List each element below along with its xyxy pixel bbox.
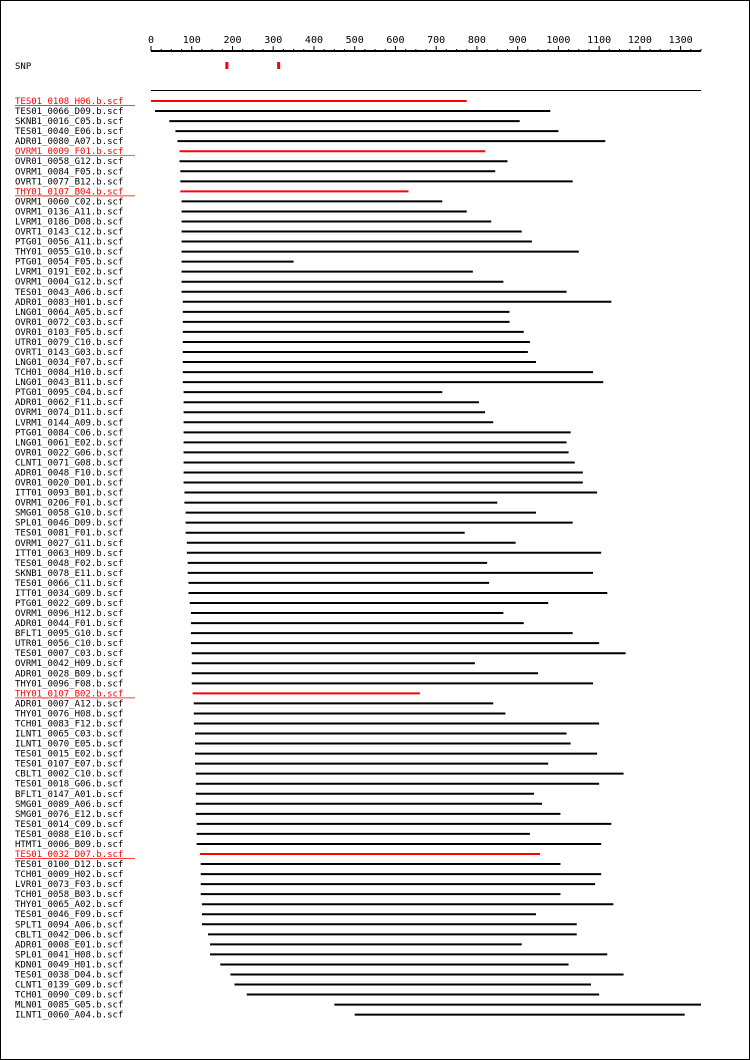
read-name[interactable]: PTG01_0054_F05.b.scf	[15, 257, 124, 268]
read-name[interactable]: PTG01_0095_C04.b.scf	[15, 388, 124, 399]
read-row[interactable]	[15, 228, 522, 238]
read-row[interactable]	[15, 177, 573, 187]
read-name[interactable]: OVRM1_0004_G12.b.scf	[15, 277, 124, 288]
read-name[interactable]: THY01_0076_H08.b.scf	[15, 709, 124, 720]
read-name[interactable]: TES01_0081_F01.b.scf	[15, 528, 124, 539]
read-name[interactable]: ADR01_0028_B09.b.scf	[15, 669, 124, 680]
read-row[interactable]	[15, 408, 485, 418]
read-row[interactable]	[15, 669, 538, 679]
read-name[interactable]: OVRT1_0143_C12.b.scf	[15, 227, 124, 238]
read-row[interactable]	[15, 699, 493, 709]
read-row[interactable]	[15, 730, 567, 740]
read-name[interactable]: TES01_0015_E02.b.scf	[15, 749, 124, 760]
read-row[interactable]	[15, 308, 510, 318]
read-name[interactable]: TES01_0007_C03.b.scf	[15, 649, 124, 660]
axis-tick-label: 300	[264, 35, 283, 46]
read-row[interactable]	[15, 599, 548, 609]
read-row[interactable]	[15, 629, 573, 639]
read-row[interactable]	[15, 1011, 685, 1021]
read-name[interactable]: SMG01_0089_A06.b.scf	[15, 799, 124, 810]
read-name[interactable]: SPLT1_0094_A06.b.scf	[15, 920, 124, 931]
read-name[interactable]: TCH01_0083_F12.b.scf	[15, 719, 124, 730]
read-alignment-diagram	[1, 1, 749, 1059]
read-row[interactable]	[15, 248, 579, 258]
read-row[interactable]	[15, 157, 507, 167]
read-name[interactable]: ITT01_0034_G09.b.scf	[15, 588, 124, 599]
read-name[interactable]: TES01_0046_F09.b.scf	[15, 910, 124, 921]
read-name[interactable]: ILNT1_0060_A04.b.scf	[15, 1010, 124, 1021]
read-name[interactable]: OVRM1_0060_C02.b.scf	[15, 197, 124, 208]
read-row[interactable]	[15, 147, 485, 157]
read-name[interactable]: UTR01_0079_C10.b.scf	[15, 337, 124, 348]
read-name[interactable]: SKNB1_0016_C05.b.scf	[15, 117, 124, 128]
read-row[interactable]	[15, 358, 536, 368]
read-name[interactable]: TES01_0066_C11.b.scf	[15, 578, 124, 589]
read-row[interactable]	[15, 258, 294, 268]
read-row[interactable]	[15, 217, 491, 227]
read-row[interactable]	[15, 549, 601, 559]
read-row[interactable]	[15, 328, 524, 338]
read-row[interactable]	[15, 930, 577, 940]
read-name[interactable]: THY01_0107_B04.b.scf	[15, 187, 124, 198]
read-name[interactable]: LVRM1_0191_E02.b.scf	[15, 267, 124, 278]
read-name[interactable]: THY01_0055_G10.b.scf	[15, 247, 124, 258]
read-row[interactable]	[15, 418, 493, 428]
read-name[interactable]: TES01_0014_C09.b.scf	[15, 819, 124, 830]
read-name[interactable]: OVR01_0058_G12.b.scf	[15, 157, 124, 168]
read-name[interactable]: TCH01_0084_H10.b.scf	[15, 368, 124, 379]
read-row[interactable]	[15, 398, 479, 408]
read-row[interactable]	[15, 579, 489, 589]
read-name[interactable]: TES01_0018_G06.b.scf	[15, 779, 124, 790]
read-name[interactable]: OVR01_0022_G06.b.scf	[15, 448, 124, 459]
axis-tick-label: 1000	[546, 35, 571, 46]
read-name[interactable]: TES01_0108_H06.b.scf	[15, 97, 124, 107]
read-row[interactable]	[15, 107, 550, 117]
read-row[interactable]	[15, 197, 442, 207]
read-name[interactable]: TES01_0066_D09.b.scf	[15, 107, 124, 118]
read-name[interactable]: OVRM1_0096_H12.b.scf	[15, 609, 124, 620]
read-row[interactable]	[15, 810, 560, 820]
read-name[interactable]: TCH01_0058_B03.b.scf	[15, 890, 124, 901]
read-row[interactable]	[15, 167, 495, 177]
read-row[interactable]	[15, 960, 569, 970]
read-row[interactable]	[15, 519, 573, 529]
read-name[interactable]: OVR01_0072_C03.b.scf	[15, 317, 124, 328]
read-row[interactable]	[15, 127, 558, 137]
read-name[interactable]: OVRM1_0027_G11.b.scf	[15, 538, 124, 549]
read-row[interactable]	[15, 870, 601, 880]
read-row[interactable]	[15, 970, 624, 980]
read-name[interactable]: LNG01_0043_B11.b.scf	[15, 378, 124, 389]
read-name[interactable]: THY01_0065_A02.b.scf	[15, 900, 124, 911]
read-row[interactable]	[15, 679, 593, 689]
read-name[interactable]: ITT01_0063_H09.b.scf	[15, 548, 124, 559]
read-name[interactable]: THY01_0096_F08.b.scf	[15, 679, 124, 690]
read-name[interactable]: SMG01_0076_E12.b.scf	[15, 809, 124, 820]
read-row[interactable]	[15, 991, 599, 1001]
read-row[interactable]	[15, 940, 522, 950]
read-name[interactable]: MLN01_0085_G05.b.scf	[15, 1000, 124, 1011]
read-name[interactable]: CBLT1_0002_C10.b.scf	[15, 769, 124, 780]
read-row[interactable]	[15, 428, 571, 438]
axis-tick-label: 500	[345, 35, 364, 46]
read-row[interactable]	[15, 458, 575, 468]
read-name[interactable]: ITT01_0093_B01.b.scf	[15, 488, 124, 499]
read-name[interactable]: TES01_0088_E10.b.scf	[15, 829, 124, 840]
axis-tick-label: 1300	[668, 35, 693, 46]
axis-tick-label: 1100	[587, 35, 612, 46]
snp-track	[15, 62, 280, 72]
axis-tick-label: 0	[147, 35, 155, 46]
read-name[interactable]: CBLT1_0042_D06.b.scf	[15, 930, 124, 941]
read-name[interactable]: ADR01_0048_F10.b.scf	[15, 468, 124, 479]
read-name[interactable]: OVRT1_0077_B12.b.scf	[15, 177, 124, 188]
read-row[interactable]	[15, 278, 503, 288]
read-row[interactable]	[15, 740, 571, 750]
read-row[interactable]	[15, 137, 605, 147]
read-row[interactable]	[15, 207, 467, 217]
snp-label: SNP	[15, 62, 32, 72]
read-row[interactable]	[15, 910, 536, 920]
read-row[interactable]	[15, 378, 603, 388]
read-name[interactable]: OVRM1_0074_D11.b.scf	[15, 408, 124, 419]
read-name[interactable]: LVRM1_0186_D08.b.scf	[15, 217, 124, 228]
read-row[interactable]	[15, 860, 560, 870]
read-name[interactable]: LNG01_0064_A05.b.scf	[15, 307, 124, 318]
read-name[interactable]: PTG01_0084_C06.b.scf	[15, 428, 124, 439]
read-name[interactable]: LVR01_0073_F03.b.scf	[15, 880, 124, 891]
read-name[interactable]: OVRM1_0136_A11.b.scf	[15, 207, 124, 218]
read-name[interactable]: OVR01_0020_D01.b.scf	[15, 478, 124, 489]
read-name[interactable]: PTG01_0022_G09.b.scf	[15, 599, 124, 609]
axis-tick-label: 900	[508, 35, 527, 46]
read-row[interactable]	[15, 689, 420, 699]
read-name[interactable]: ILNT1_0065_C03.b.scf	[15, 729, 124, 740]
read-row[interactable]	[15, 268, 473, 278]
read-name[interactable]: KDN01_0049_H01.b.scf	[15, 960, 124, 971]
read-row[interactable]	[15, 800, 542, 810]
read-row[interactable]	[15, 790, 534, 800]
read-name[interactable]: ADR01_0062_F11.b.scf	[15, 398, 124, 409]
read-name[interactable]: BFLT1_0095_G10.b.scf	[15, 629, 124, 640]
read-name[interactable]: OVR01_0103_F05.b.scf	[15, 327, 124, 338]
read-row[interactable]	[15, 830, 530, 840]
read-row[interactable]	[15, 890, 560, 900]
read-name[interactable]: LNG01_0061_E02.b.scf	[15, 438, 124, 449]
read-name[interactable]: TES01_0107_E07.b.scf	[15, 759, 124, 770]
read-name[interactable]: UTR01_0056_C10.b.scf	[15, 639, 124, 650]
read-name[interactable]: OVRM1_0009_F01.b.scf	[15, 147, 124, 158]
read-row[interactable]	[15, 760, 548, 770]
read-name[interactable]: ILNT1_0070_E05.b.scf	[15, 739, 124, 750]
read-row[interactable]	[15, 639, 599, 649]
read-name[interactable]: TES01_0100_D12.b.scf	[15, 860, 124, 871]
read-row[interactable]	[15, 509, 536, 519]
read-name[interactable]: TES01_0038_D04.b.scf	[15, 970, 124, 981]
read-name[interactable]: TES01_0043_A06.b.scf	[15, 287, 124, 298]
snp-marker	[225, 62, 228, 69]
read-row[interactable]	[15, 820, 611, 830]
read-row[interactable]	[15, 559, 487, 569]
read-name[interactable]: TCH01_0009_H02.b.scf	[15, 870, 124, 881]
read-row[interactable]	[15, 840, 601, 850]
read-name[interactable]: SMG01_0058_G10.b.scf	[15, 508, 124, 519]
axis-tick-label: 400	[304, 35, 323, 46]
read-row[interactable]	[15, 489, 597, 499]
read-row[interactable]	[15, 880, 595, 890]
read-row[interactable]	[15, 438, 567, 448]
axis-tick-label: 600	[386, 35, 405, 46]
read-name[interactable]: OVRT1_0143_G03.b.scf	[15, 348, 124, 358]
read-name[interactable]: TES01_0040_E06.b.scf	[15, 127, 124, 138]
read-row[interactable]	[15, 981, 591, 991]
read-name[interactable]: SKNB1_0078_E11.b.scf	[15, 568, 124, 579]
read-row[interactable]	[15, 479, 583, 489]
read-row[interactable]	[15, 187, 408, 197]
read-name[interactable]: CLNT1_0139_G09.b.scf	[15, 980, 124, 991]
read-row[interactable]	[15, 619, 524, 629]
read-row[interactable]	[15, 97, 467, 107]
read-name[interactable]: CLNT1_0071_G08.b.scf	[15, 458, 124, 469]
axis-tick-label: 700	[427, 35, 446, 46]
read-name[interactable]: ADR01_0007_A12.b.scf	[15, 699, 124, 710]
read-name[interactable]: ADR01_0083_H01.b.scf	[15, 297, 124, 308]
axis-tick-label: 100	[182, 35, 201, 46]
read-row[interactable]	[15, 348, 528, 358]
read-row[interactable]	[15, 117, 520, 127]
read-name[interactable]: ADR01_0044_F01.b.scf	[15, 619, 124, 630]
read-row[interactable]	[15, 529, 465, 539]
position-axis	[148, 35, 701, 51]
read-row[interactable]	[15, 719, 599, 729]
read-row[interactable]	[15, 368, 593, 378]
read-row[interactable]	[15, 569, 593, 579]
snp-marker	[277, 62, 280, 69]
read-name[interactable]: TCH01_0090_C09.b.scf	[15, 990, 124, 1001]
read-row[interactable]	[15, 468, 583, 478]
read-row[interactable]	[15, 850, 540, 860]
read-row[interactable]	[15, 338, 530, 348]
read-name[interactable]: SPL01_0041_H08.b.scf	[15, 950, 124, 961]
read-row[interactable]	[15, 1001, 701, 1011]
axis-tick-label: 200	[223, 35, 242, 46]
read-name[interactable]: SPL01_0046_D09.b.scf	[15, 518, 124, 529]
read-name[interactable]: ADR01_0008_E01.b.scf	[15, 940, 124, 951]
read-name[interactable]: LVRM1_0144_A09.b.scf	[15, 418, 124, 429]
read-name[interactable]: PTG01_0056_A11.b.scf	[15, 237, 124, 248]
read-row[interactable]	[15, 589, 607, 599]
read-row[interactable]	[15, 709, 505, 719]
axis-tick-label: 1200	[627, 35, 652, 46]
read-row[interactable]	[15, 318, 510, 328]
read-row[interactable]	[15, 649, 626, 659]
read-name[interactable]: OVRM1_0084_F05.b.scf	[15, 167, 124, 178]
read-row[interactable]	[15, 499, 497, 509]
read-row[interactable]	[15, 539, 516, 549]
read-name[interactable]: HTMT1_0006_B09.b.scf	[15, 839, 124, 850]
axis-tick-label: 800	[467, 35, 486, 46]
read-name[interactable]: BFLT1_0147_A01.b.scf	[15, 789, 124, 800]
read-row[interactable]	[15, 448, 569, 458]
read-row[interactable]	[15, 950, 607, 960]
read-name[interactable]: ADR01_0080_A07.b.scf	[15, 137, 124, 148]
read-row[interactable]	[15, 920, 577, 930]
read-name[interactable]: LNG01_0034_F07.b.scf	[15, 358, 124, 369]
read-row[interactable]	[15, 388, 442, 398]
read-row[interactable]	[15, 298, 611, 308]
read-row[interactable]	[15, 780, 599, 790]
read-row[interactable]	[15, 609, 503, 619]
read-list	[15, 97, 701, 1021]
read-row[interactable]	[15, 288, 567, 298]
read-row[interactable]	[15, 750, 597, 760]
read-name[interactable]: OVRM1_0206_F01.b.scf	[15, 498, 124, 509]
read-name[interactable]: THY01_0107_B02.b.scf	[15, 689, 124, 700]
read-row[interactable]	[15, 770, 624, 780]
read-row[interactable]	[15, 238, 532, 248]
read-name[interactable]: OVRM1_0042_H09.b.scf	[15, 659, 124, 670]
read-name[interactable]: TES01_0032_D07.b.scf	[15, 850, 124, 860]
read-name[interactable]: TES01_0048_F02.b.scf	[15, 558, 124, 569]
read-row[interactable]	[15, 900, 613, 910]
read-row[interactable]	[15, 659, 475, 669]
